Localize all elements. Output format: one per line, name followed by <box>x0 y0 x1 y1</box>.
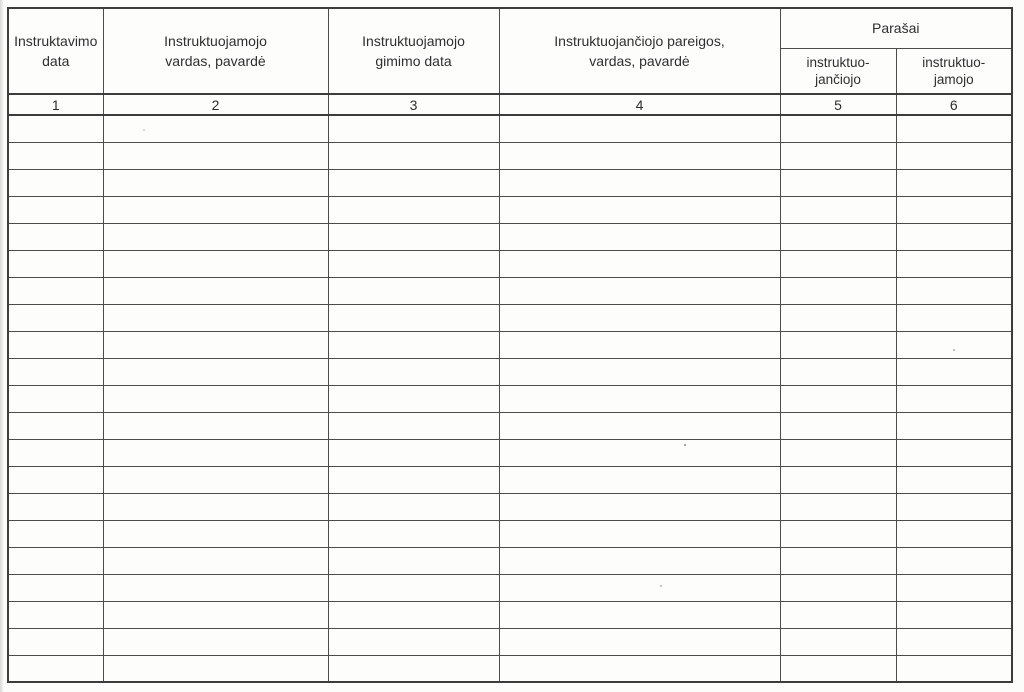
header-line: jamojo <box>933 71 974 87</box>
empty-cell <box>499 628 780 655</box>
empty-cell <box>896 115 1012 142</box>
empty-entry-row <box>8 277 1012 304</box>
empty-cell <box>896 655 1012 682</box>
column-number-1: 1 <box>8 94 103 115</box>
column-number-3: 3 <box>328 94 499 115</box>
empty-entry-row <box>8 223 1012 250</box>
empty-cell <box>896 331 1012 358</box>
empty-entry-row <box>8 331 1012 358</box>
empty-cell <box>896 412 1012 439</box>
empty-cell <box>103 412 328 439</box>
empty-cell <box>328 331 499 358</box>
empty-cell <box>896 574 1012 601</box>
col-header-instruktuojamojo-vardas <box>103 8 328 94</box>
empty-cell <box>499 304 780 331</box>
col-header-parasas-instruktuojamojo <box>896 48 1012 94</box>
empty-cell <box>896 493 1012 520</box>
empty-cell <box>103 331 328 358</box>
empty-cell <box>103 358 328 385</box>
empty-cell <box>896 250 1012 277</box>
empty-cell <box>499 196 780 223</box>
empty-entry-row <box>8 574 1012 601</box>
empty-cell <box>780 655 896 682</box>
empty-cell <box>103 304 328 331</box>
empty-cell <box>8 385 103 412</box>
empty-cell <box>328 466 499 493</box>
empty-cell <box>780 466 896 493</box>
empty-cell <box>103 277 328 304</box>
empty-cell <box>328 196 499 223</box>
empty-cell <box>328 250 499 277</box>
empty-cell <box>780 223 896 250</box>
empty-cell <box>780 385 896 412</box>
empty-cell <box>499 466 780 493</box>
header-line: instruktuo- <box>922 54 986 70</box>
empty-cell <box>896 304 1012 331</box>
header-line: vardas, pavardė <box>165 53 266 69</box>
empty-cell <box>8 169 103 196</box>
empty-cell <box>8 655 103 682</box>
empty-cell <box>499 547 780 574</box>
empty-cell <box>8 223 103 250</box>
empty-cell <box>499 385 780 412</box>
empty-cell <box>896 628 1012 655</box>
empty-cell <box>103 520 328 547</box>
empty-cell <box>328 439 499 466</box>
empty-cell <box>896 142 1012 169</box>
empty-cell <box>103 115 328 142</box>
empty-cell <box>499 412 780 439</box>
header-line: Instruktuojamojo <box>362 33 465 49</box>
empty-cell <box>8 196 103 223</box>
empty-cell <box>328 412 499 439</box>
empty-entry-row <box>8 412 1012 439</box>
empty-entry-row <box>8 655 1012 682</box>
empty-cell <box>780 601 896 628</box>
empty-entry-row <box>8 358 1012 385</box>
empty-cell <box>328 520 499 547</box>
empty-cell <box>8 142 103 169</box>
empty-cell <box>103 169 328 196</box>
empty-cell <box>8 520 103 547</box>
header-line: Instruktuojamojo <box>164 33 267 49</box>
empty-cell <box>499 115 780 142</box>
empty-cell <box>8 439 103 466</box>
empty-entry-row <box>8 601 1012 628</box>
empty-cell <box>780 250 896 277</box>
empty-cell <box>328 223 499 250</box>
empty-cell <box>896 601 1012 628</box>
empty-cell <box>499 601 780 628</box>
column-number-5: 5 <box>780 94 896 115</box>
empty-cell <box>8 574 103 601</box>
empty-cell <box>328 277 499 304</box>
column-number-row <box>8 94 1012 115</box>
empty-cell <box>780 142 896 169</box>
empty-cell <box>328 358 499 385</box>
empty-cell <box>499 331 780 358</box>
empty-cell <box>896 169 1012 196</box>
empty-cell <box>328 493 499 520</box>
empty-cell <box>8 466 103 493</box>
empty-cell <box>328 574 499 601</box>
header-line: data <box>42 53 70 69</box>
header-line: vardas, pavardė <box>589 53 690 69</box>
empty-cell <box>780 412 896 439</box>
empty-cell <box>499 520 780 547</box>
empty-entry-row <box>8 169 1012 196</box>
empty-cell <box>8 250 103 277</box>
empty-cell <box>499 655 780 682</box>
empty-cell <box>328 655 499 682</box>
empty-cell <box>780 196 896 223</box>
column-number-6: 6 <box>896 94 1012 115</box>
empty-cell <box>896 439 1012 466</box>
empty-cell <box>8 412 103 439</box>
empty-cell <box>780 547 896 574</box>
empty-cell <box>780 520 896 547</box>
table-body <box>8 94 1012 682</box>
empty-cell <box>328 601 499 628</box>
empty-entry-row <box>8 547 1012 574</box>
empty-cell <box>328 385 499 412</box>
empty-cell <box>103 493 328 520</box>
empty-cell <box>103 466 328 493</box>
scan-edge-shadow <box>0 0 4 692</box>
empty-cell <box>896 196 1012 223</box>
empty-cell <box>8 277 103 304</box>
empty-cell <box>328 304 499 331</box>
empty-entry-row <box>8 628 1012 655</box>
empty-cell <box>780 493 896 520</box>
header-row-main <box>8 8 1012 48</box>
empty-cell <box>328 547 499 574</box>
empty-cell <box>328 142 499 169</box>
empty-cell <box>896 277 1012 304</box>
empty-cell <box>8 547 103 574</box>
empty-entry-row <box>8 115 1012 142</box>
empty-cell <box>780 169 896 196</box>
col-header-instruktuojanciojo-pareigos <box>499 8 780 94</box>
instruction-log-table <box>7 7 1013 683</box>
empty-cell <box>896 385 1012 412</box>
empty-cell <box>328 169 499 196</box>
empty-cell <box>780 439 896 466</box>
empty-cell <box>896 466 1012 493</box>
empty-entry-row <box>8 250 1012 277</box>
empty-cell <box>780 277 896 304</box>
empty-cell <box>328 628 499 655</box>
empty-entry-row <box>8 385 1012 412</box>
empty-entry-row <box>8 196 1012 223</box>
empty-cell <box>103 574 328 601</box>
col-header-instruktuojamojo-gimimo-data <box>328 8 499 94</box>
empty-cell <box>103 655 328 682</box>
empty-cell <box>499 358 780 385</box>
col-header-parasas-instruktuojanciojo <box>780 48 896 94</box>
empty-entry-row <box>8 304 1012 331</box>
empty-cell <box>103 385 328 412</box>
empty-cell <box>499 493 780 520</box>
empty-entry-row <box>8 493 1012 520</box>
col-header-instruktavimo-data <box>8 8 103 94</box>
empty-cell <box>103 439 328 466</box>
empty-cell <box>780 358 896 385</box>
empty-cell <box>499 169 780 196</box>
empty-cell <box>103 196 328 223</box>
empty-cell <box>780 331 896 358</box>
empty-cell <box>780 304 896 331</box>
empty-cell <box>103 223 328 250</box>
empty-cell <box>780 115 896 142</box>
empty-cell <box>103 250 328 277</box>
empty-cell <box>896 223 1012 250</box>
empty-cell <box>896 358 1012 385</box>
empty-cell <box>896 520 1012 547</box>
empty-cell <box>780 628 896 655</box>
empty-cell <box>8 601 103 628</box>
empty-cell <box>103 142 328 169</box>
empty-cell <box>103 547 328 574</box>
empty-cell <box>8 331 103 358</box>
empty-cell <box>499 250 780 277</box>
empty-cell <box>896 547 1012 574</box>
empty-entry-row <box>8 439 1012 466</box>
empty-entry-row <box>8 520 1012 547</box>
empty-cell <box>103 628 328 655</box>
empty-cell <box>499 439 780 466</box>
header-line: jančiojo <box>815 71 861 87</box>
empty-cell <box>780 574 896 601</box>
empty-cell <box>499 277 780 304</box>
empty-entry-row <box>8 466 1012 493</box>
header-line: instruktuo- <box>806 54 870 70</box>
empty-cell <box>103 601 328 628</box>
header-line: Instruktuojančiojo pareigos, <box>554 33 725 49</box>
col-header-parasai: Parašai <box>780 8 1012 48</box>
column-number-2: 2 <box>103 94 328 115</box>
empty-cell <box>499 142 780 169</box>
empty-entry-row <box>8 142 1012 169</box>
header-line: gimimo data <box>375 53 452 69</box>
empty-cell <box>8 493 103 520</box>
empty-cell <box>499 223 780 250</box>
column-number-4: 4 <box>499 94 780 115</box>
empty-cell <box>499 574 780 601</box>
empty-cell <box>328 115 499 142</box>
empty-cell <box>8 304 103 331</box>
empty-cell <box>8 628 103 655</box>
empty-cell <box>8 358 103 385</box>
empty-cell <box>8 115 103 142</box>
header-line: Instruktavimo <box>14 33 98 49</box>
